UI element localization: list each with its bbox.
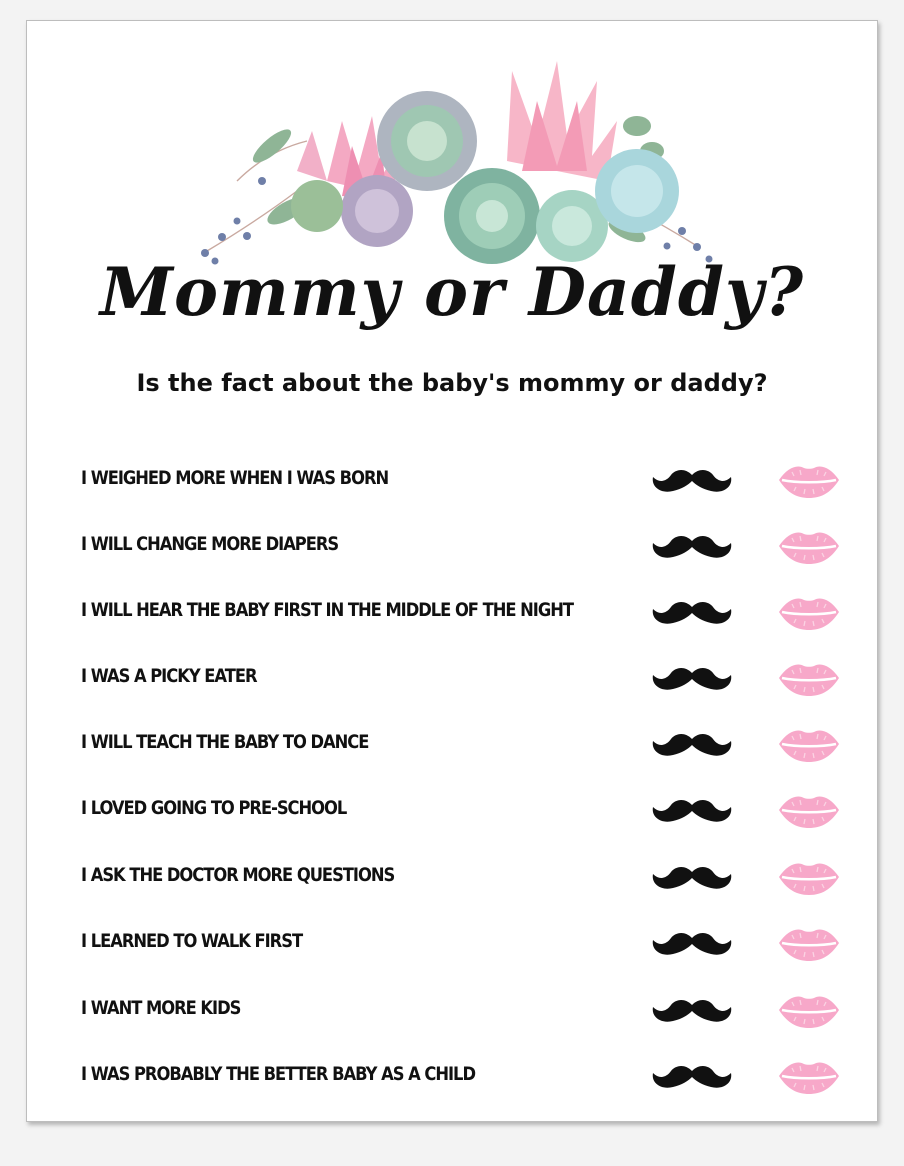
fact-row (81, 791, 841, 831)
mustache-icon[interactable] (651, 795, 733, 825)
lips-icon[interactable] (776, 858, 842, 898)
mustache-icon[interactable] (651, 928, 733, 958)
lips-icon[interactable] (776, 659, 842, 699)
lips-icon[interactable] (776, 924, 842, 964)
fact-text: I WAS A PICKY EATER (81, 665, 257, 687)
lips-icon[interactable] (776, 527, 842, 567)
fact-row (81, 659, 841, 699)
fact-row (81, 991, 841, 1031)
mustache-icon[interactable] (651, 862, 733, 892)
mustache-icon[interactable] (651, 729, 733, 759)
game-sheet (26, 20, 878, 1122)
fact-text: I LEARNED TO WALK FIRST (81, 930, 303, 952)
mustache-icon[interactable] (651, 663, 733, 693)
fact-row (81, 924, 841, 964)
fact-text: I LOVED GOING TO PRE-SCHOOL (81, 797, 347, 819)
fact-text: I WILL TEACH THE BABY TO DANCE (81, 731, 369, 753)
fact-row (81, 1057, 841, 1097)
fact-row (81, 858, 841, 898)
fact-text: I WILL HEAR THE BABY FIRST IN THE MIDDLE OF THE NIGHT (81, 599, 573, 621)
fact-row (81, 527, 841, 567)
fact-text: I WAS PROBABLY THE BETTER BABY AS A CHILD (81, 1063, 475, 1085)
fact-row (81, 725, 841, 765)
fact-row (81, 461, 841, 501)
mustache-icon[interactable] (651, 597, 733, 627)
succulent-bouquet (167, 31, 737, 271)
fact-text: I WEIGHED MORE WHEN I WAS BORN (81, 467, 389, 489)
fact-text: I WILL CHANGE MORE DIAPERS (81, 533, 339, 555)
lips-icon[interactable] (776, 791, 842, 831)
lips-icon[interactable] (776, 1057, 842, 1097)
fact-row (81, 593, 841, 633)
fact-text: I WANT MORE KIDS (81, 997, 241, 1019)
mustache-icon[interactable] (651, 531, 733, 561)
mustache-icon[interactable] (651, 1061, 733, 1091)
lips-icon[interactable] (776, 725, 842, 765)
page-subtitle: Is the fact about the baby's mommy or daddy? (136, 369, 768, 397)
lips-icon[interactable] (776, 991, 842, 1031)
lips-icon[interactable] (776, 593, 842, 633)
page-title: Mommy or Daddy? (99, 253, 805, 331)
lips-icon[interactable] (776, 461, 842, 501)
mustache-icon[interactable] (651, 465, 733, 495)
fact-text: I ASK THE DOCTOR MORE QUESTIONS (81, 864, 395, 886)
mustache-icon[interactable] (651, 995, 733, 1025)
